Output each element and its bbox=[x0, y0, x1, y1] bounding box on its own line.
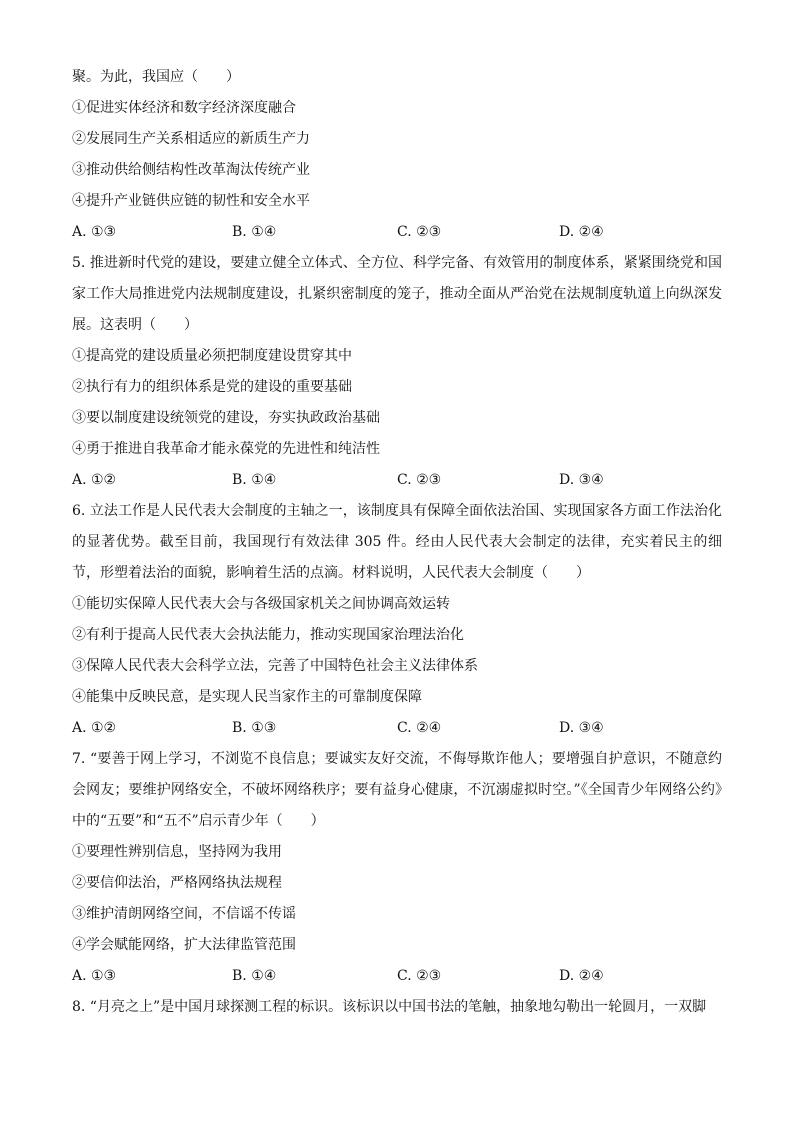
question-4-options bbox=[72, 217, 722, 248]
question-6 bbox=[72, 496, 722, 744]
question-4-option-c: C. ②③ bbox=[397, 224, 442, 240]
question-5-options bbox=[72, 465, 722, 496]
question-7-item-1: ①要理性辨别信息，坚持网为我用 bbox=[72, 844, 282, 860]
question-7 bbox=[72, 744, 722, 992]
question-6-option-b: B. ①③ bbox=[232, 720, 277, 736]
question-5-option-b: B. ①④ bbox=[232, 472, 277, 488]
exam-page bbox=[72, 62, 722, 1023]
question-6-option-d: D. ③④ bbox=[559, 720, 604, 736]
question-5 bbox=[72, 248, 722, 496]
question-4-item-1: ①促进实体经济和数字经济深度融合 bbox=[72, 100, 296, 116]
question-6-options bbox=[72, 713, 722, 744]
question-7-option-d: D. ②④ bbox=[559, 968, 604, 984]
question-7-option-a: A. ①③ bbox=[72, 968, 117, 984]
question-5-option-a: A. ①② bbox=[72, 472, 117, 488]
question-4-option-a: A. ①③ bbox=[72, 224, 117, 240]
question-5-item-4: ④勇于推进自我革命才能永葆党的先进性和纯洁性 bbox=[72, 441, 380, 457]
question-8 bbox=[72, 992, 722, 1023]
question-4-stem-tail: 聚。为此，我国应（ ） bbox=[72, 69, 240, 85]
question-7-option-b: B. ①④ bbox=[232, 968, 277, 984]
question-8-stem: 8. “月亮之上”是中国月球探测工程的标识。该标识以中国书法的笔触，抽象地勾勒出一轮圆月，一双脚 bbox=[72, 999, 707, 1015]
question-5-item-2: ②执行有力的组织体系是党的建设的重要基础 bbox=[72, 379, 352, 395]
question-7-option-c: C. ②③ bbox=[397, 968, 442, 984]
question-7-stem: 7. “要善于网上学习，不浏览不良信息；要诚实友好交流，不侮辱欺诈他人；要增强自护意识，不随意约会网友；要维护网络安全，不破坏网络秩序；要有益身心健康，不沉溺虚拟时空。”《全国青少年网络公约》中的“五要”和“五不”启示青少年（ ） bbox=[72, 751, 722, 829]
question-6-option-c: C. ②④ bbox=[397, 720, 442, 736]
question-5-item-3: ③要以制度建设统领党的建设，夯实执政政治基础 bbox=[72, 410, 380, 426]
question-7-item-2: ②要信仰法治，严格网络执法规程 bbox=[72, 875, 282, 891]
question-6-item-4: ④能集中反映民意，是实现人民当家作主的可靠制度保障 bbox=[72, 689, 422, 705]
question-6-item-3: ③保障人民代表大会科学立法，完善了中国特色社会主义法律体系 bbox=[72, 658, 478, 674]
question-4-option-b: B. ①④ bbox=[232, 224, 277, 240]
question-7-item-4: ④学会赋能网络，扩大法律监管范围 bbox=[72, 937, 296, 953]
question-7-item-3: ③维护清朗网络空间，不信谣不传谣 bbox=[72, 906, 296, 922]
question-5-item-1: ①提高党的建设质量必须把制度建设贯穿其中 bbox=[72, 348, 352, 364]
question-5-option-d: D. ③④ bbox=[559, 472, 604, 488]
question-4-option-d: D. ②④ bbox=[559, 224, 604, 240]
question-5-option-c: C. ②③ bbox=[397, 472, 442, 488]
question-4-item-2: ②发展同生产关系相适应的新质生产力 bbox=[72, 131, 310, 147]
question-6-option-a: A. ①② bbox=[72, 720, 117, 736]
question-4-item-4: ④提升产业链供应链的韧性和安全水平 bbox=[72, 193, 310, 209]
question-5-stem: 5. 推进新时代党的建设，要建立健全立体式、全方位、科学完备、有效管用的制度体系，紧紧围绕党和国家工作大局推进党内法规制度建设，扎紧织密制度的笼子，推动全面从严治党在法规制度轨道上向纵深发展。这表明（ ） bbox=[72, 255, 722, 333]
question-7-options bbox=[72, 961, 722, 992]
question-6-item-1: ①能切实保障人民代表大会与各级国家机关之间协调高效运转 bbox=[72, 596, 450, 612]
question-6-stem: 6. 立法工作是人民代表大会制度的主轴之一，该制度具有保障全面依法治国、实现国家各方面工作法治化的显著优势。截至目前，我国现行有效法律 305 件。经由人民代表大会制定的法律，充实着民主的细节，形塑着法治的面貌，影响着生活的点滴。材料说明，人民代表大会制度（ ） bbox=[72, 503, 722, 581]
question-4 bbox=[72, 62, 722, 248]
question-4-item-3: ③推动供给侧结构性改革淘汰传统产业 bbox=[72, 162, 310, 178]
question-6-item-2: ②有利于提高人民代表大会执法能力，推动实现国家治理法治化 bbox=[72, 627, 464, 643]
